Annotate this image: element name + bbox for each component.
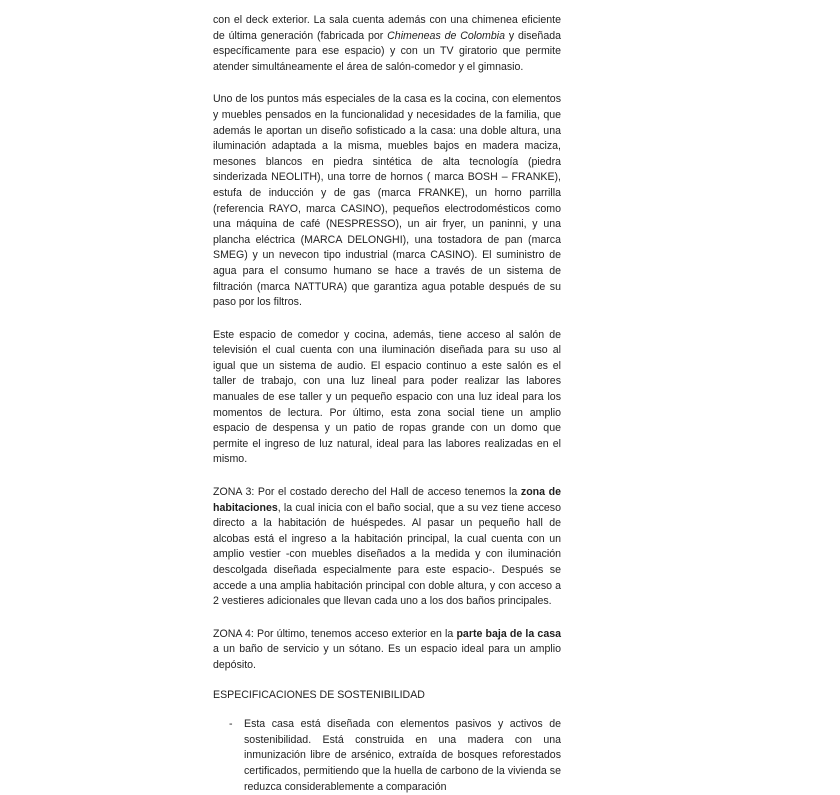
paragraph-zone-4-text-2: a un baño de servicio y un sótano. Es un espacio ideal para un amplio depósito. bbox=[213, 643, 561, 671]
paragraph-living-room bbox=[213, 13, 561, 75]
document-body bbox=[213, 13, 561, 795]
paragraph-living-room-text-1: con el deck exterior. La sala cuenta además con una chimenea eficiente de última generación (fabricada por bbox=[213, 14, 561, 42]
paragraph-kitchen: Uno de los puntos más especiales de la casa es la cocina, con elementos y muebles pensados en la funcionalidad y necesidades de la familia, que además le aportan un diseño sofisticado a la casa: una doble altura, una iluminación adaptada a la misma, muebles bajos en madera maciza, mesones blancos en piedra sintética de alta tecnología (piedra sinderizada NEOLITH), una torre de hornos ( marca BOSH – FRANKE), estufa de inducción y de gas (marca FRANKE), un horno parrilla (referencia RAYO, marca CASINO), pequeños electrodomésticos como una máquina de café (NESPRESSO), un air fryer, un paninni, y una plancha eléctrica (MARCA DELONGHI), una tostadora de pan (marca SMEG) y un nevecon tipo industrial (marca CASINO). El suministro de agua para el consumo humano se hace a través de un sistema de filtración (marca NATTURA) que garantiza agua potable después de su paso por los filtros. bbox=[213, 93, 561, 309]
paragraph-zone-3-text-2: , la cual inicia con el baño social, que a su vez tiene acceso directo a la habitación de huéspedes. Al pasar un pequeño hall de alcobas está el ingreso a la habitación principal, la cual cuenta con un amplio vestier -con muebles diseñados a la medida y con iluminación descolgada diseñada especialmente para este espacio-. Después se accede a una amplia habitación principal con doble altura, y con acceso a 2 vestieres adicionales que llevan cada uno a los dos baños principales. bbox=[213, 501, 561, 608]
manufacturer-name: Chimeneas de Colombia bbox=[387, 29, 505, 42]
paragraph-dining-tv: Este espacio de comedor y cocina, además, tiene acceso al salón de televisión el cual cuenta con una iluminación diseñada para su uso al igual que un sistema de audio. El espacio continuo a este salón es el taller de trabajo, con una luz lineal para poder realizar las labores manuales de ese taller y un pequeño espacio con una luz ideal para los momentos de lectura. Por último, esta zona social tiene un amplio espacio de despensa y un patio de ropas grande con un domo que permite el ingreso de luz natural, ideal para las labores realizadas en el mismo. bbox=[213, 328, 561, 466]
section-heading-sustainability: ESPECIFICACIONES DE SOSTENIBILIDAD bbox=[213, 688, 425, 701]
zone-4-highlight: parte baja de la casa bbox=[456, 627, 561, 640]
zone-3-highlight: zona de habitaciones bbox=[213, 486, 562, 514]
paragraph-zone-4-text-1: ZONA 4: Por último, tenemos acceso exterior en la bbox=[213, 627, 457, 640]
bullet-text: Esta casa está diseñada con elementos pasivos y activos de sostenibilidad. Está construida en una madera con una inmunización libre de arsénico, extraída de bosques reforestados certificados, permitiendo que la huella de carbono de la vivienda se reduzca considerablemente a comparación bbox=[244, 718, 561, 793]
bullet-marker: - bbox=[229, 718, 233, 731]
paragraph-zone-3 bbox=[213, 485, 561, 610]
paragraph-living-room-text-2: y diseñada específicamente para ese espacio) y con un TV giratorio que permite atender simultáneamente el área de salón-comedor y el gimnasio. bbox=[213, 29, 561, 73]
list-item bbox=[213, 717, 561, 795]
paragraph-zone-3-text-1: ZONA 3: Por el costado derecho del Hall de acceso tenemos la bbox=[213, 486, 521, 499]
paragraph-zone-4 bbox=[213, 627, 561, 674]
